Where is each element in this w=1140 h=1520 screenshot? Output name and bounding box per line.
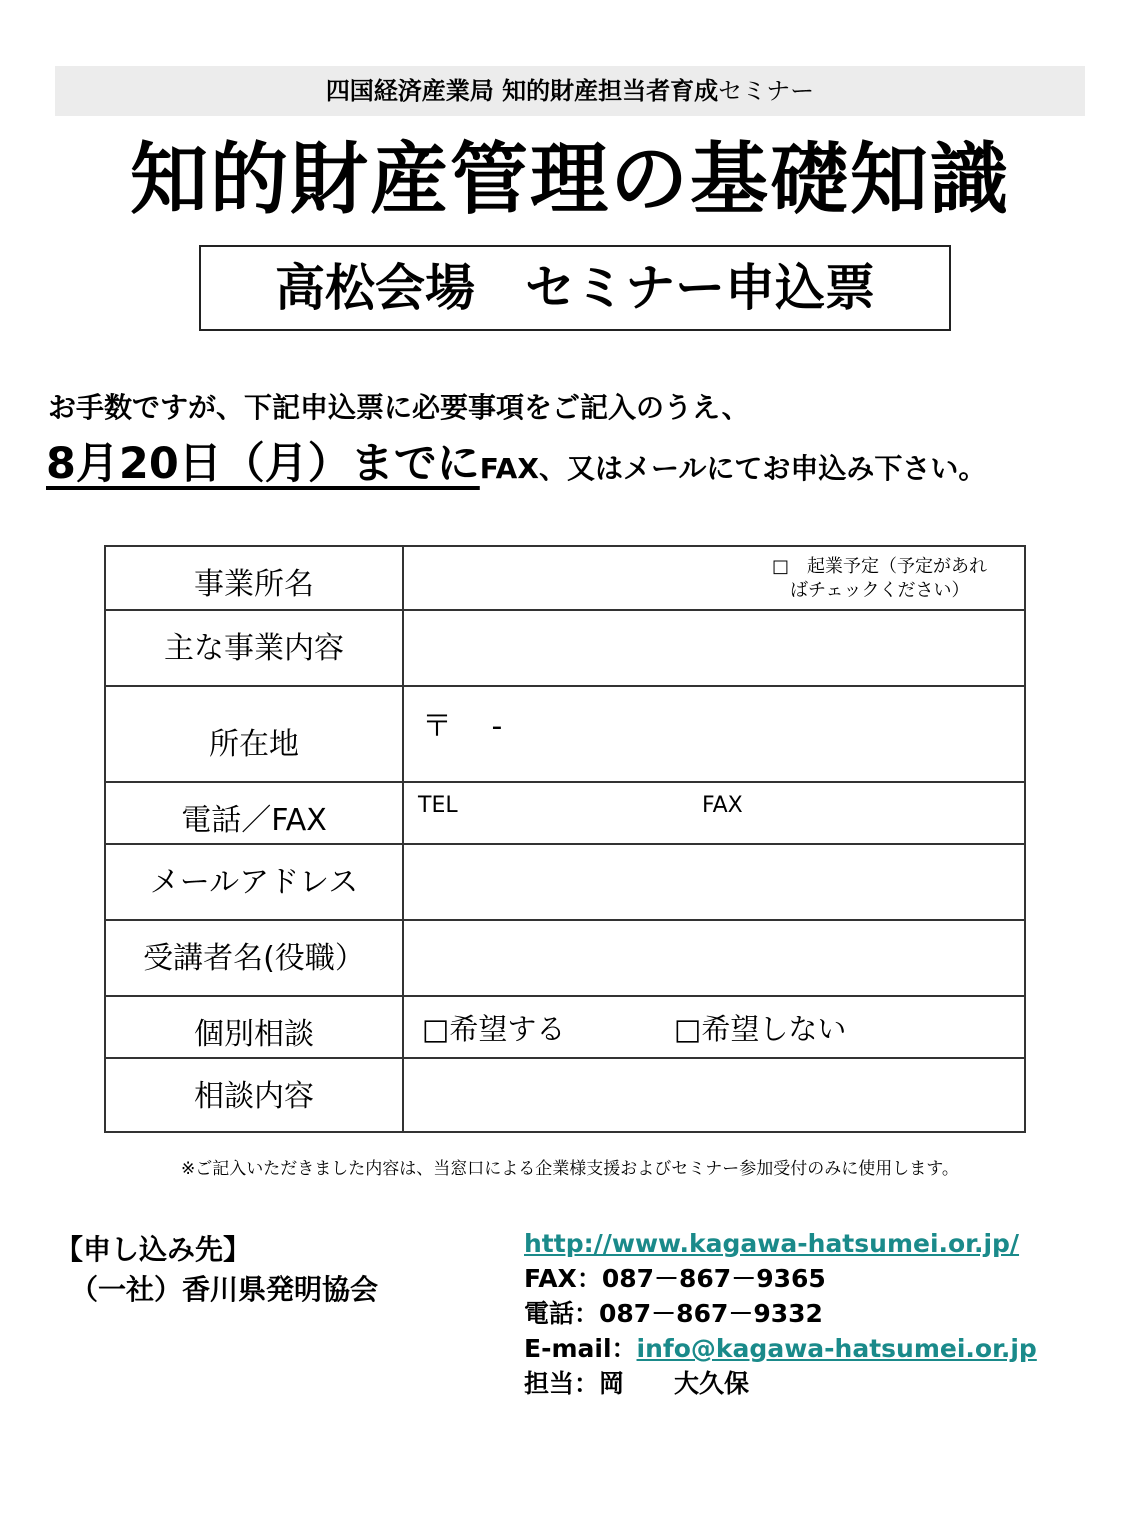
apply-organization: （一社）香川県発明協会 (70, 1273, 379, 1306)
email-label: E-mail： (524, 1334, 637, 1363)
website-link[interactable]: http://www.kagawa-hatsumei.or.jp/ (524, 1229, 1020, 1258)
deadline-text: 8月20日（月）までに (46, 439, 480, 489)
form-label: 電話／FAX (105, 782, 403, 844)
contact-block (524, 1226, 1037, 1401)
intro-line-1: お手数ですが、下記申込票に必要事項をご記入のうえ、 (48, 391, 750, 424)
form-row-consult-content (105, 1058, 1025, 1132)
startup-checkbox-note[interactable]: □ 起業予定（予定があれ ばチェックください） (772, 556, 988, 601)
subtitle-box: 高松会場 セミナー申込票 (199, 245, 951, 331)
page-title: 知的財産管理の基礎知識 (129, 135, 1010, 225)
fax-label: FAX (702, 793, 743, 818)
form-row-consultation (105, 996, 1025, 1058)
application-form (104, 545, 1026, 1133)
consult-wish-checkbox[interactable]: □希望する (422, 1012, 566, 1046)
form-row-business (105, 610, 1025, 686)
form-label: 受講者名(役職） (105, 920, 403, 996)
form-row-email (105, 844, 1025, 920)
banner-text-suffix: セミナー (718, 77, 815, 105)
form-row-attendee (105, 920, 1025, 996)
form-label: メールアドレス (105, 844, 403, 920)
tel-label: TEL (418, 793, 458, 818)
form-label: 事業所名 (105, 546, 403, 610)
email-link[interactable]: info@kagawa-hatsumei.or.jp (636, 1334, 1037, 1363)
company-name-field[interactable] (403, 546, 1025, 610)
intro-line-2 (46, 436, 986, 497)
privacy-note: ※ご記入いただきました内容は、当窓口による企業様支援およびセミナー参加受付のみに使用します。 (181, 1159, 959, 1179)
consultation-options (403, 996, 1025, 1058)
business-content-field[interactable] (403, 610, 1025, 686)
form-label: 所在地 (105, 686, 403, 782)
postal-code-mark: 〒 - (422, 709, 503, 744)
phone-fax-field[interactable] (403, 782, 1025, 844)
contact-person: 担当：岡 大久保 (524, 1369, 750, 1398)
contact-fax: FAX：087－867－9365 (524, 1264, 826, 1293)
apply-heading: 【申し込み先】 (55, 1233, 252, 1266)
attendee-name-field[interactable] (403, 920, 1025, 996)
banner-text: 四国経済産業局 知的財産担当者育成 (325, 77, 719, 105)
form-row-phone (105, 782, 1025, 844)
consult-nowish-checkbox[interactable]: □希望しない (674, 1012, 847, 1046)
address-field[interactable] (403, 686, 1025, 782)
form-label: 主な事業内容 (105, 610, 403, 686)
form-row-company (105, 546, 1025, 610)
header-banner (55, 66, 1085, 116)
form-row-address (105, 686, 1025, 782)
intro-line-2-rest: FAX、又はメールにてお申込み下さい。 (479, 452, 987, 485)
form-label: 個別相談 (105, 996, 403, 1058)
consult-content-field[interactable] (403, 1058, 1025, 1132)
form-label: 相談内容 (105, 1058, 403, 1132)
email-field[interactable] (403, 844, 1025, 920)
contact-tel: 電話：087－867－9332 (524, 1299, 823, 1328)
